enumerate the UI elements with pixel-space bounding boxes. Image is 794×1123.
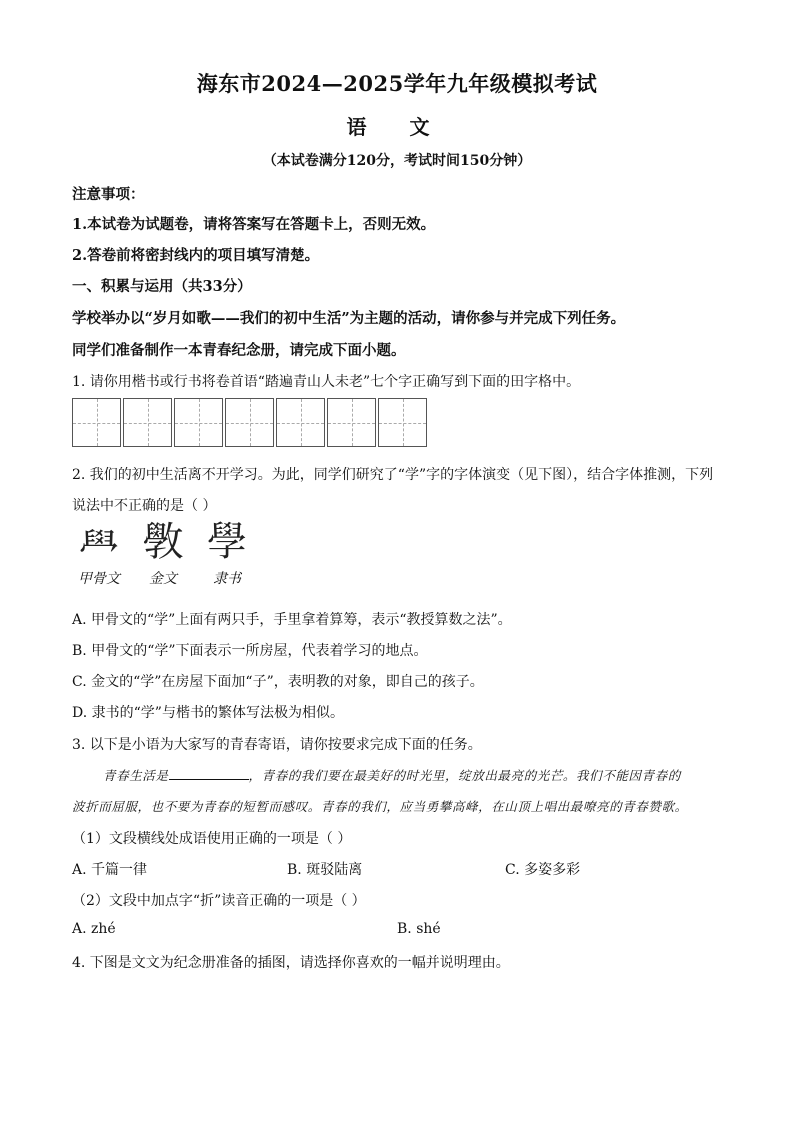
question-3: 3. 以下是小语为大家写的青春寄语，请你按要求完成下面的任务。 xyxy=(72,737,482,753)
glyph-label: 金文 xyxy=(149,571,177,587)
q3-sub1-option-a[interactable]: A. 千篇一律 xyxy=(72,862,148,878)
q2-option-d[interactable]: D. 隶书的“学”与楷书的繁体写法极为相似。 xyxy=(72,705,344,721)
section-intro-2: 同学们准备制作一本青春纪念册，请完成下面小题。 xyxy=(72,342,406,359)
section-intro-1: 学校举办以“岁月如歌——我们的初中生活”为主题的活动，请你参与并完成下列任务。 xyxy=(72,310,626,327)
q3-sub-2: （2）文段中加点字“折”读音正确的一项是（ ） xyxy=(72,893,366,909)
question-4: 4. 下图是文文为纪念册准备的插图，请选择你喜欢的一幅并说明理由。 xyxy=(72,955,510,971)
question-2-line-1: 2. 我们的初中生活离不开学习。为此，同学们研究了“学”字的字体演变（见下图），结合字体推测，下列 xyxy=(72,467,714,483)
passage-text: 青春生活是 xyxy=(103,768,169,783)
q3-sub-1: （1）文段横线处成语使用正确的一项是（ ） xyxy=(72,831,352,847)
exam-note: （本试卷满分120分，考试时间150分钟） xyxy=(262,153,532,169)
grid-cell[interactable] xyxy=(123,398,172,447)
oracle-bone-glyph xyxy=(74,520,124,588)
notice-heading: 注意事项： xyxy=(72,186,145,203)
passage-text: ，青春的我们要在最美好的时光里，绽放出最亮的光芒。我们不能因青春的 xyxy=(248,768,681,783)
bronze-glyph xyxy=(138,520,188,588)
notice-item-2: 2.答卷前将密封线内的项目填写清楚。 xyxy=(72,247,320,264)
q2-option-b[interactable]: B. 甲骨文的“学”下面表示一所房屋，代表着学习的地点。 xyxy=(72,643,428,659)
q2-option-a[interactable]: A. 甲骨文的“学”上面有两只手，手里拿着算筹，表示“教授算数之法”。 xyxy=(72,612,512,628)
q3-sub2-option-b[interactable]: B. shé xyxy=(397,921,441,937)
notice-item-1: 1.本试卷为试题卷，请将答案写在答题卡上，否则无效。 xyxy=(72,216,436,233)
glyph-char: 斆 xyxy=(143,519,183,565)
question-2-line-2: 说法中不正确的是（ ） xyxy=(72,498,217,514)
grid-cell[interactable] xyxy=(378,398,427,447)
clerical-glyph xyxy=(202,520,252,588)
passage-line-2: 波折而屈服，也不要为青春的短暂而感叹。青春的我们，应当勇攀高峰，在山顶上唱出最嘹亮的青春赞歌。 xyxy=(72,799,688,814)
grid-cell[interactable] xyxy=(225,398,274,447)
grid-cell[interactable] xyxy=(174,398,223,447)
question-1: 1. 请你用楷书或行书将卷首语“踏遍青山人未老”七个字正确写到下面的田字格中。 xyxy=(72,374,581,390)
q3-sub1-option-b[interactable]: B. 斑驳陆离 xyxy=(287,862,363,878)
subject-title: 语 文 xyxy=(346,115,448,139)
grid-cell[interactable] xyxy=(327,398,376,447)
glyph-char: 𦥯 xyxy=(79,519,119,565)
q2-option-c[interactable]: C. 金文的“学”在房屋下面加“子”，表明教的对象，即自己的孩子。 xyxy=(72,674,484,690)
character-evolution-figure xyxy=(74,520,252,588)
section-heading: 一、积累与运用（共33分） xyxy=(72,278,252,295)
q3-sub1-option-c[interactable]: C. 多姿多彩 xyxy=(505,862,581,878)
grid-cell[interactable] xyxy=(72,398,121,447)
passage-blank[interactable] xyxy=(169,767,249,780)
q3-sub2-option-a[interactable]: A. zhé xyxy=(72,921,116,937)
tianzige-grid xyxy=(72,398,429,447)
passage-line-1 xyxy=(103,766,763,784)
grid-cell[interactable] xyxy=(276,398,325,447)
glyph-label: 隶书 xyxy=(213,571,241,587)
glyph-label: 甲骨文 xyxy=(78,571,120,587)
glyph-char: 學 xyxy=(207,519,247,565)
exam-title: 海东市2024—2025学年九年级模拟考试 xyxy=(196,71,598,96)
